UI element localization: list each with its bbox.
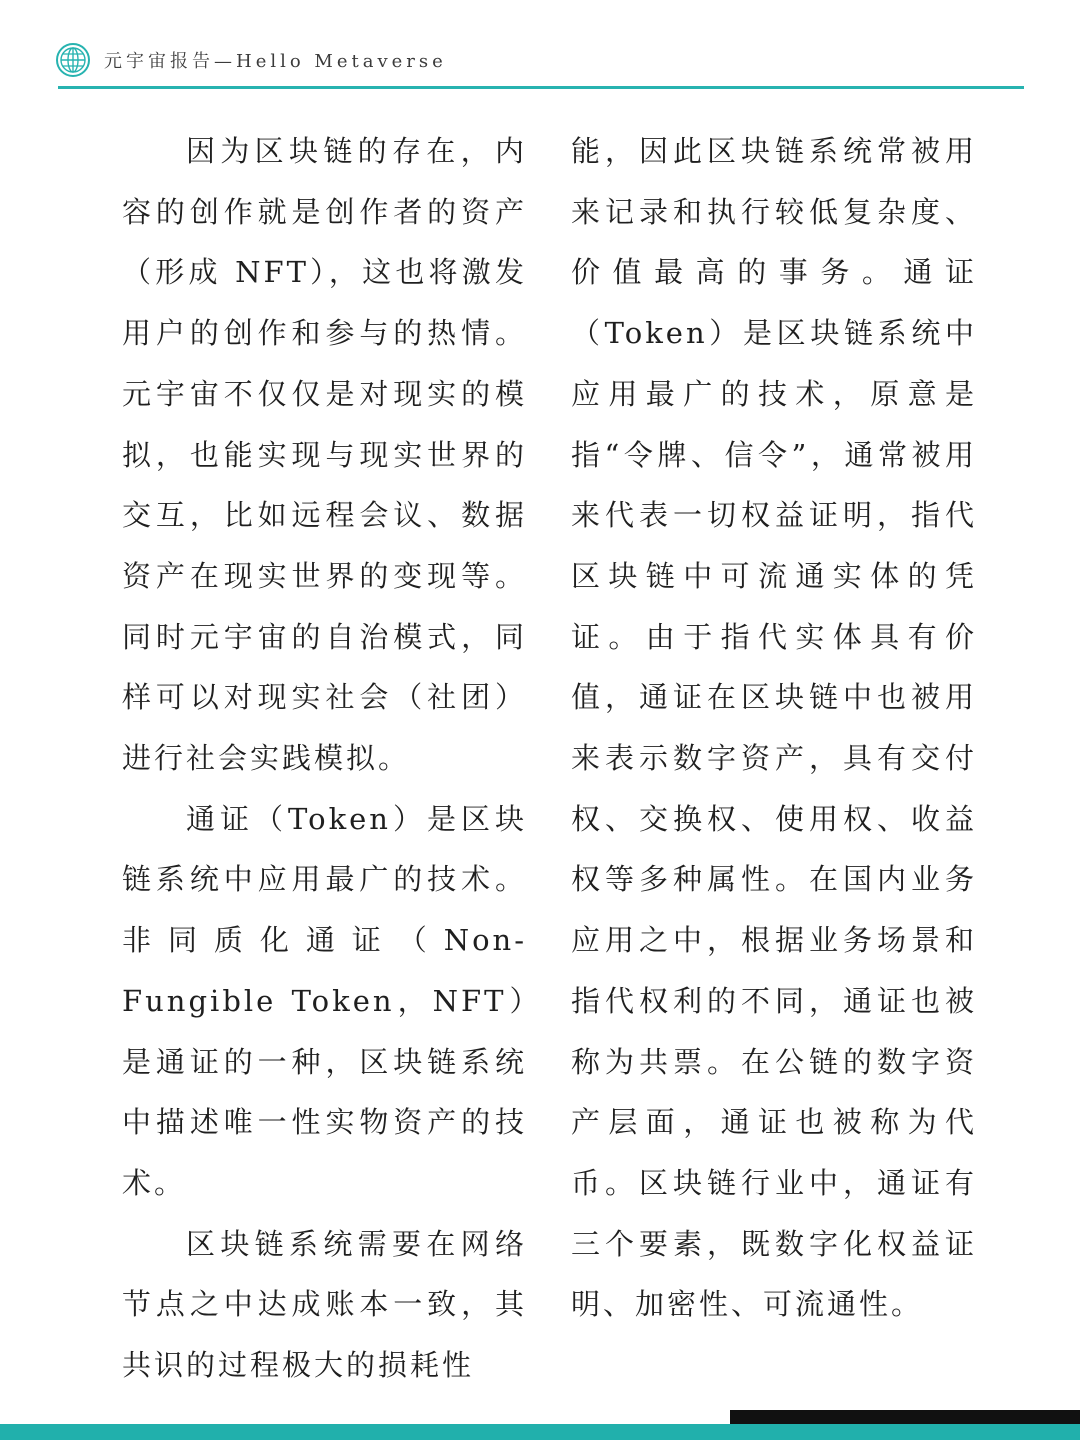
paragraph: 区块链系统需要在网络节点之中达成账本一致，其共识的过程极大的损耗性 <box>122 1226 527 1383</box>
globe-icon <box>56 43 90 77</box>
paragraph: 能，因此区块链系统常被用来记录和执行较低复杂度、价值最高的事务。通证（Token）是区块链系统中应用最广的技术，原意是指“令牌、信令”，通常被用来代表一切权益证明，指代区块链中可流通实体的凭证。由于指代实体具有价值，通证在区块链中也被用来表示数字资产，具有交付权、交换权、使用权、收益权等多种属性。在国内业务应用之中，根据业务场景和指代权利的不同，通证也被称为共票。在公链的数字资产层面，通证也被称为代币。区块链行业中，通证有三个要素，既数字化权益证明、加密性、可流通性。 <box>571 134 977 1322</box>
paragraph: 通证（Token）是区块链系统中应用最广的技术。非同质化通证（Non-Fungible Token，NFT）是通证的一种，区块链系统中描述唯一性实物资产的技术。 <box>122 801 527 1200</box>
header-title: 元宇宙报告—Hello Metaverse <box>104 51 447 72</box>
footer-accent-block <box>730 1410 1080 1424</box>
page-header <box>56 40 447 80</box>
header-divider <box>58 86 1024 89</box>
left-text-column <box>122 121 527 1396</box>
right-text-column <box>571 121 977 1335</box>
paragraph: 因为区块链的存在，内容的创作就是创作者的资产（形成 NFT），这也将激发用户的创作和参与的热情。元宇宙不仅仅是对现实的模拟，也能实现与现实世界的交互，比如远程会议、数据资产在现实世界的变现等。同时元宇宙的自治模式，同样可以对现实社会（社团）进行社会实践模拟。 <box>122 134 527 776</box>
footer-bar <box>0 1424 1080 1440</box>
